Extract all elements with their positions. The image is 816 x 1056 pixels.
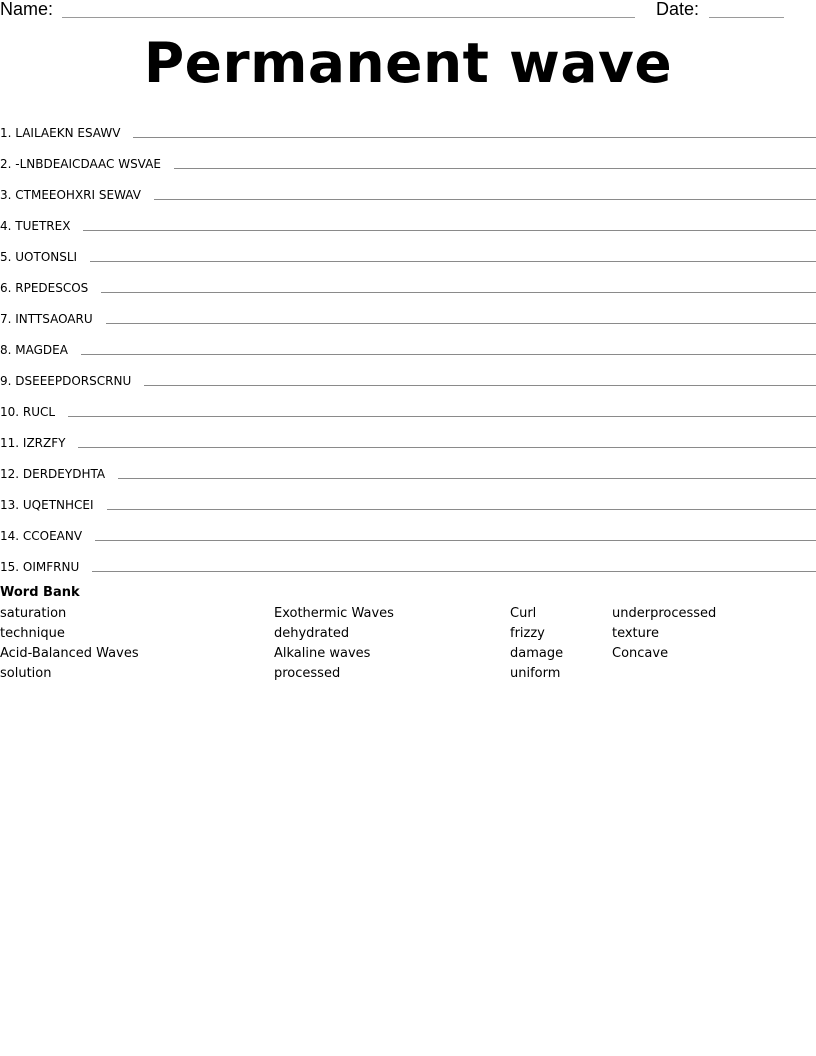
answer-line[interactable] [154, 199, 816, 200]
answer-line[interactable] [144, 385, 816, 386]
answer-line[interactable] [174, 168, 816, 169]
answer-line[interactable] [118, 478, 816, 479]
scrambled-word: 12. DERDEYDHTA [0, 467, 106, 481]
word-bank-item: underprocessed [612, 606, 717, 621]
scrambled-word: 7. INTTSAOARU [0, 312, 93, 326]
scrambled-word: 9. DSEEEPDORSCRNU [0, 374, 132, 388]
scrambled-word: 4. TUETREX [0, 219, 71, 233]
scrambled-word: 14. CCOEANV [0, 529, 83, 543]
word-bank-column [510, 604, 563, 684]
answer-line[interactable] [95, 540, 816, 541]
answer-line[interactable] [106, 323, 816, 324]
word-bank-column [612, 604, 716, 664]
word-bank-item: processed [274, 666, 341, 681]
word-bank-column [274, 604, 394, 684]
answer-line[interactable] [78, 447, 816, 448]
scrambled-word: 13. UQETNHCEI [0, 498, 94, 512]
word-bank-item: Alkaline waves [274, 646, 371, 661]
word-bank-item: solution [0, 666, 52, 681]
word-bank-title: Word Bank [0, 585, 80, 600]
puzzle-row [0, 205, 816, 236]
answer-line[interactable] [83, 230, 816, 231]
worksheet-header [0, 0, 816, 22]
puzzle-row [0, 174, 816, 205]
scrambled-word: 10. RUCL [0, 405, 56, 419]
date-label: Date: [656, 0, 700, 19]
word-bank-item: uniform [510, 666, 561, 681]
word-bank-item: saturation [0, 606, 67, 621]
answer-line[interactable] [92, 571, 816, 572]
word-bank [0, 584, 816, 682]
puzzle-row [0, 298, 816, 329]
page-title: Permanent wave [143, 31, 673, 95]
word-bank-item: Curl [510, 606, 537, 621]
puzzle-row [0, 360, 816, 391]
answer-line[interactable] [81, 354, 816, 355]
puzzle-row [0, 484, 816, 515]
word-bank-item: technique [0, 626, 65, 641]
answer-line[interactable] [101, 292, 816, 293]
word-bank-item: Acid-Balanced Waves [0, 646, 139, 661]
answer-line[interactable] [107, 509, 816, 510]
name-label: Name: [0, 0, 54, 19]
answer-line[interactable] [90, 261, 816, 262]
puzzle-row [0, 515, 816, 546]
scrambled-word: 5. UOTONSLI [0, 250, 78, 264]
puzzle-row [0, 329, 816, 360]
word-bank-item: damage [510, 646, 564, 661]
puzzle-row [0, 267, 816, 298]
word-bank-item: texture [612, 626, 659, 641]
puzzle-row [0, 112, 816, 143]
puzzle-row [0, 422, 816, 453]
puzzle-row [0, 453, 816, 484]
word-bank-item: frizzy [510, 626, 545, 641]
answer-line[interactable] [133, 137, 816, 138]
word-bank-item: Exothermic Waves [274, 606, 394, 621]
date-field-line[interactable] [709, 17, 784, 18]
scrambled-word: 1. LAILAEKN ESAWV [0, 126, 121, 140]
puzzle-list [0, 112, 816, 577]
scrambled-word: 6. RPEDESCOS [0, 281, 89, 295]
answer-line[interactable] [68, 416, 816, 417]
scrambled-word: 2. -LNBDEAICDAAC WSVAE [0, 157, 161, 171]
puzzle-row [0, 236, 816, 267]
puzzle-row [0, 391, 816, 422]
puzzle-row [0, 546, 816, 577]
name-field-line[interactable] [62, 17, 635, 18]
scrambled-word: 11. IZRZFY [0, 436, 66, 450]
word-bank-item: dehydrated [274, 626, 350, 641]
word-bank-item: Concave [612, 646, 669, 661]
word-bank-column [0, 604, 139, 684]
scrambled-word: 8. MAGDEA [0, 343, 68, 357]
puzzle-row [0, 143, 816, 174]
word-bank-grid [0, 602, 816, 682]
scrambled-word: 15. OIMFRNU [0, 560, 80, 574]
scrambled-word: 3. CTMEEOHXRI SEWAV [0, 188, 141, 202]
